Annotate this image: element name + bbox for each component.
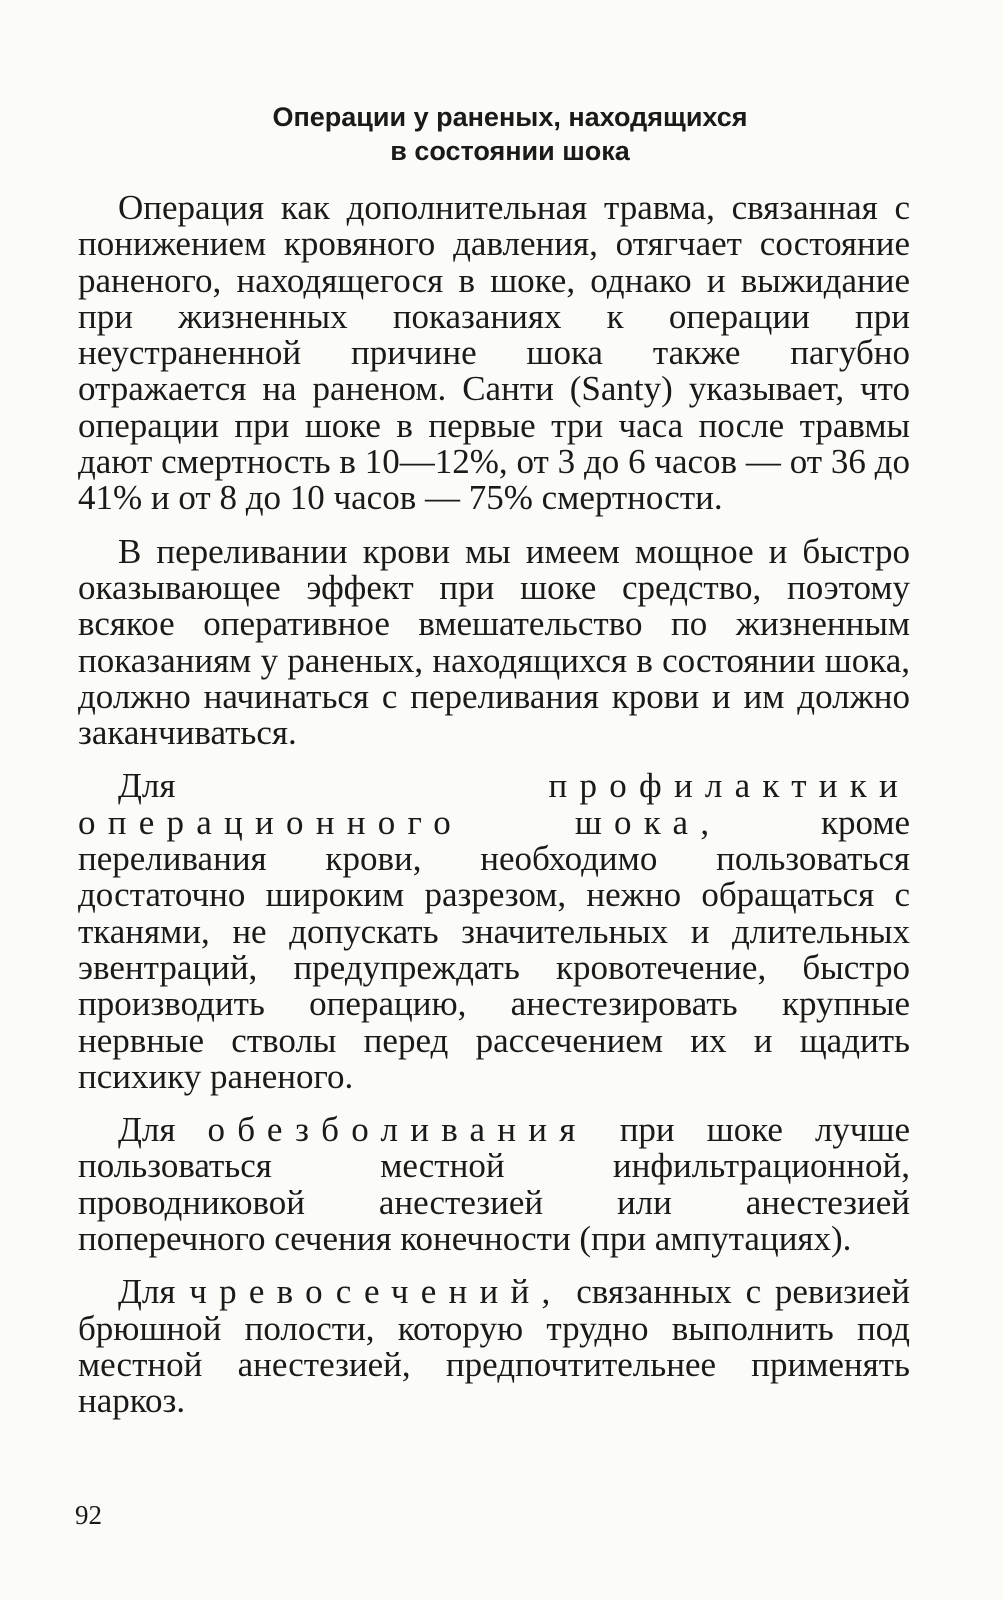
paragraph-5-spaced-term: чревосечений, — [189, 1272, 563, 1312]
heading-line-1: Операции у раненых, находящихся — [272, 102, 748, 132]
paragraph-3-text: кроме переливания крови, необходимо пользоваться достаточно широким разрезом, нежно обращаться с тканями, не допускать значительных и длительных эвентраций, предупреждать кровотечение, быстро производить операцию, анестезировать крупные нервные стволы перед рассечением их и щадить психику раненого. — [78, 802, 911, 1096]
body-text — [78, 190, 910, 1437]
paragraph-4-lead: Для — [118, 1110, 176, 1150]
paragraph-4-text: при шоке лучше пользоваться местной инфильтрационной, проводниковой анестезией или анестезией поперечного сечения конечности (при ампутациях). — [78, 1110, 910, 1259]
paragraph-5-text: связанных с ревизией брюшной полости, которую трудно выполнить под местной анестезией, предпочтительнее применять наркоз. — [78, 1272, 911, 1421]
heading-line-2: в состоянии шока — [390, 136, 630, 166]
paragraph-5 — [78, 1274, 910, 1419]
page-number: 92 — [75, 1500, 102, 1530]
section-heading — [130, 100, 890, 168]
paragraph-5-lead: Для — [118, 1272, 176, 1312]
paragraph-4-spaced-term: обезболивания — [207, 1110, 588, 1150]
paragraph-2: В переливании крови мы имеем мощное и быстро оказывающее эффект при шоке средство, поэтому всякое оперативное вмешательство по жизненным показаниям у раненых, находящихся в состоянии шока, должно начинаться с переливания крови и им должно заканчиваться. — [78, 531, 910, 753]
paragraph-4 — [78, 1112, 910, 1257]
paragraph-3 — [78, 768, 910, 1095]
paragraph-1: Операция как дополнительная травма, связанная с понижением кровяного давления, отягчает состояние раненого, находящегося в шоке, однако и выжидание при жизненных показаниях к операции при неустраненной причине шока также пагубно отражается на раненом. Санти (Santy) указывает, что операции при шоке в первые три часа после травмы дают смертность в 10—12%, от 3 до 6 часов — от 36 до 41% и от 8 до 10 часов — 75% смертности. — [78, 188, 910, 518]
paragraph-3-spaced-term: профилактики операционного шока, — [78, 766, 910, 842]
paragraph-3-lead: Для — [118, 766, 176, 806]
